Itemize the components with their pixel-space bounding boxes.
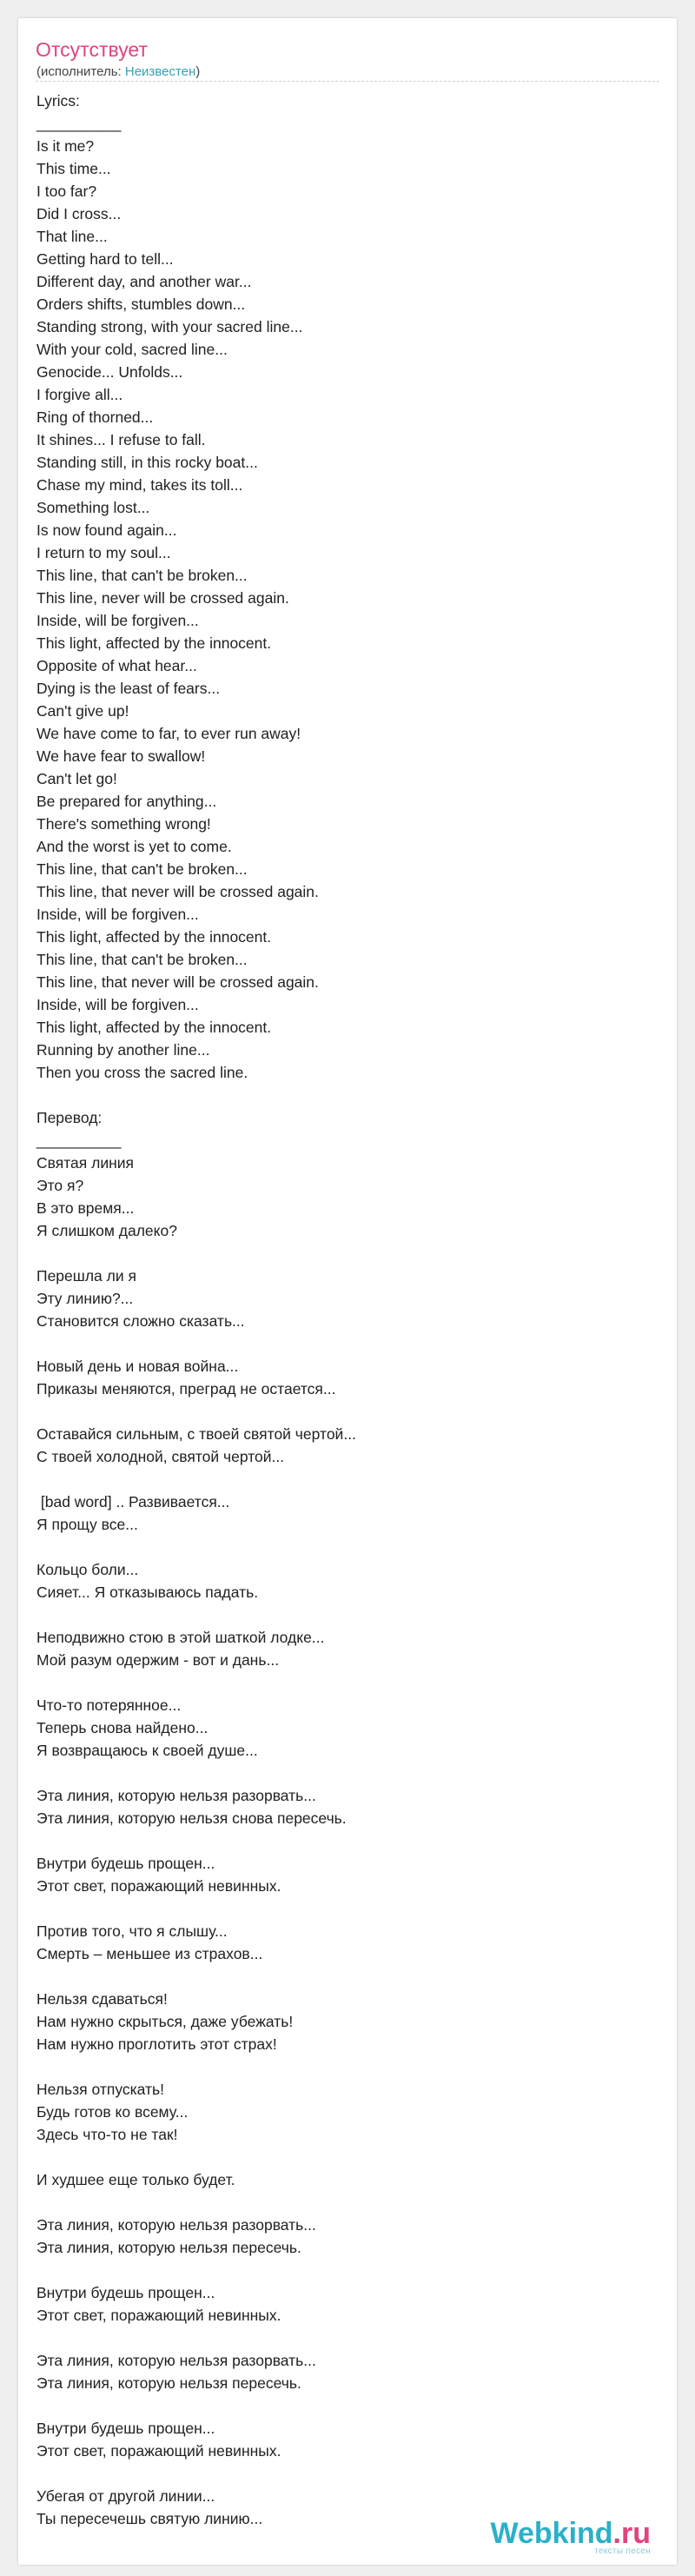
performer-prefix: (исполнитель:	[36, 64, 125, 79]
performer-line	[36, 63, 200, 81]
logo-word: Webkind	[490, 2517, 613, 2550]
logo-tld: .ru	[612, 2517, 651, 2550]
lyrics-body: Lyrics: __________ Is it me? This time... I too far? Did I cross... That line... Getting hard to tell... Different day, and another war... Orders shifts, stumbles down... Standing strong, with your sacred line... With your cold, sacred line... Genocide... Unfolds... I forgive all... Ring of thorned... It shines... I refuse to fall. Standing still, in this rocky boat... Chase my mind, takes its toll... Something lost... Is now found again... I return to my soul... This line, that can't be broken... This line, never will be crossed again. Inside, will be forgiven... This light, affected by the innocent. Opposite of what hear... Dying is the least of fears... Can't give up! We have come to far, to ever run away! We have fear to swallow! Can't let go! Be prepared for anything... There's something wrong! And the worst is yet to come. This line, that can't be broken... This line, that never will be crossed again. Inside, will be forgiven... This light, affected by the innocent. This line, that can't be broken... This line, that never will be crossed again. Inside, will be forgiven... This light, affected by the innocent. Running by another line... Then you cross the sacred line. Перевод: __________ Святая линия Это я? В это время... Я слишком далеко? Перешла ли я Эту линию?... Становится сложно сказать... Новый день и новая война... Приказы меняются, преград не остается... Оставайся сильным, с твоей святой чертой... С твоей холодной, святой чертой... [bad word] .. Развивается... Я прощу все... Кольцо боли... Сияет... Я отказываюсь падать. Неподвижно стою в этой шаткой лодке... Мой разум одержим - вот и дань... Что-то потерянное... Теперь снова найдено... Я возвращаюсь к своей душе... Эта линия, которую нельзя разорвать... Эта линия, которую нельзя снова пересечь. Внутри будешь прощен... Этот свет, поражающий невинных. Против того, что я слышу... Смерть – меньшее из страхов... Нельзя сдаваться! Нам нужно скрыться, даже убежать! Нам нужно проглотить этот страх! Нельзя отпускать! Будь готов ко всему... Здесь что-то не так! И худшее еще только будет. Эта линия, которую нельзя разорвать... Эта линия, которую нельзя пересечь. Внутри будешь прощен... Этот свет, поражающий невинных. Эта линия, которую нельзя разорвать... Эта линия, которую нельзя пересечь. Внутри будешь прощен... Этот свет, поражающий невинных. Убегая от другой линии... Ты пересечешь святую линию...	[36, 92, 356, 2527]
site-logo[interactable]	[491, 2518, 652, 2556]
logo-wordmark	[491, 2518, 652, 2549]
performer-link[interactable]: Неизвестен	[124, 64, 196, 79]
header-divider	[36, 81, 659, 82]
logo-tagline: тексты песен	[594, 2546, 651, 2556]
performer-suffix: )	[195, 64, 201, 79]
lyrics-card	[18, 18, 677, 2565]
song-title: Отсутствует	[36, 38, 148, 61]
